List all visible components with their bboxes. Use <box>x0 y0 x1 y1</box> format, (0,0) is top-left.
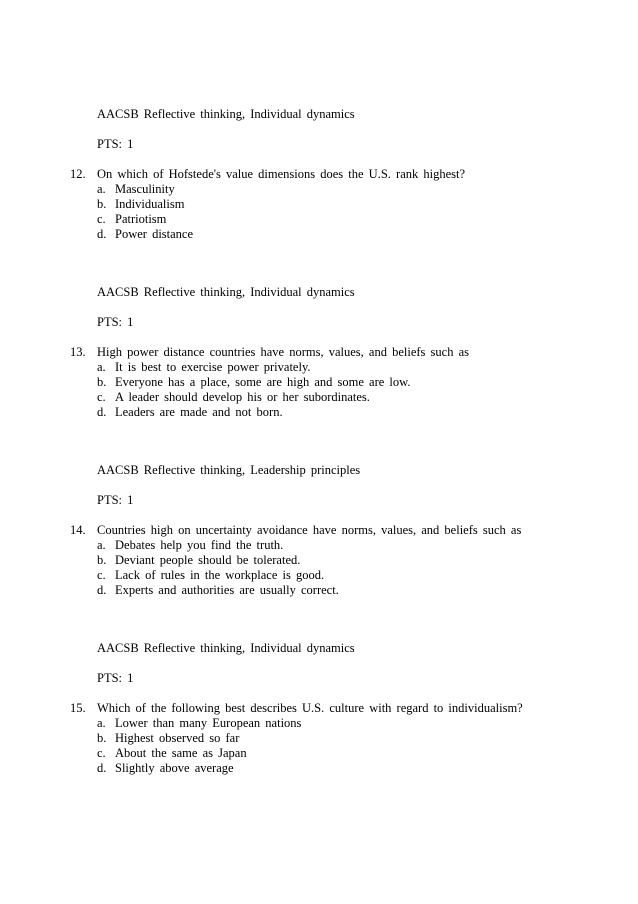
option-letter: c. <box>97 212 106 226</box>
question-number: 13. <box>70 345 86 359</box>
option-text: Patriotism <box>115 212 167 226</box>
question-text: Which of the following best describes U.S. culture with regard to individualism? <box>97 701 523 715</box>
option-text: It is best to exercise power privately. <box>115 360 311 374</box>
option-text: Masculinity <box>115 182 175 196</box>
option-text: Slightly above average <box>115 761 234 775</box>
points-label: PTS: 1 <box>97 137 134 151</box>
question-number: 12. <box>70 167 86 181</box>
option-text: A leader should develop his or her subordinates. <box>115 390 370 404</box>
option-text: Experts and authorities are usually correct. <box>115 583 339 597</box>
option-text: Power distance <box>115 227 194 241</box>
option-letter: b. <box>97 197 107 211</box>
aacsb-tag: AACSB Reflective thinking, Individual dynamics <box>97 641 355 655</box>
option-letter: c. <box>97 390 106 404</box>
option-letter: d. <box>97 227 107 241</box>
points-label: PTS: 1 <box>97 671 134 685</box>
option-letter: a. <box>97 538 106 552</box>
option-letter: a. <box>97 716 106 730</box>
option-letter: d. <box>97 405 107 419</box>
option-letter: a. <box>97 182 106 196</box>
option-letter: a. <box>97 360 106 374</box>
option-text: Lower than many European nations <box>115 716 302 730</box>
question-text: Countries high on uncertainty avoidance have norms, values, and beliefs such as <box>97 523 522 537</box>
option-text: Highest observed so far <box>115 731 240 745</box>
option-letter: d. <box>97 583 107 597</box>
option-text: Individualism <box>115 197 185 211</box>
option-text: About the same as Japan <box>115 746 247 760</box>
points-label: PTS: 1 <box>97 493 134 507</box>
option-text: Deviant people should be tolerated. <box>115 553 301 567</box>
option-letter: c. <box>97 568 106 582</box>
option-letter: b. <box>97 731 107 745</box>
aacsb-tag: AACSB Reflective thinking, Leadership principles <box>97 463 361 477</box>
option-letter: b. <box>97 375 107 389</box>
question-text: On which of Hofstede's value dimensions does the U.S. rank highest? <box>97 167 466 181</box>
aacsb-tag: AACSB Reflective thinking, Individual dynamics <box>97 285 355 299</box>
option-letter: d. <box>97 761 107 775</box>
option-letter: c. <box>97 746 106 760</box>
question-number: 14. <box>70 523 86 537</box>
option-letter: b. <box>97 553 107 567</box>
option-text: Lack of rules in the workplace is good. <box>115 568 325 582</box>
question-text: High power distance countries have norms, values, and beliefs such as <box>97 345 469 359</box>
option-text: Everyone has a place, some are high and some are low. <box>115 375 411 389</box>
option-text: Debates help you find the truth. <box>115 538 284 552</box>
question-number: 15. <box>70 701 86 715</box>
option-text: Leaders are made and not born. <box>115 405 283 419</box>
aacsb-tag: AACSB Reflective thinking, Individual dynamics <box>97 107 355 121</box>
points-label: PTS: 1 <box>97 315 134 329</box>
